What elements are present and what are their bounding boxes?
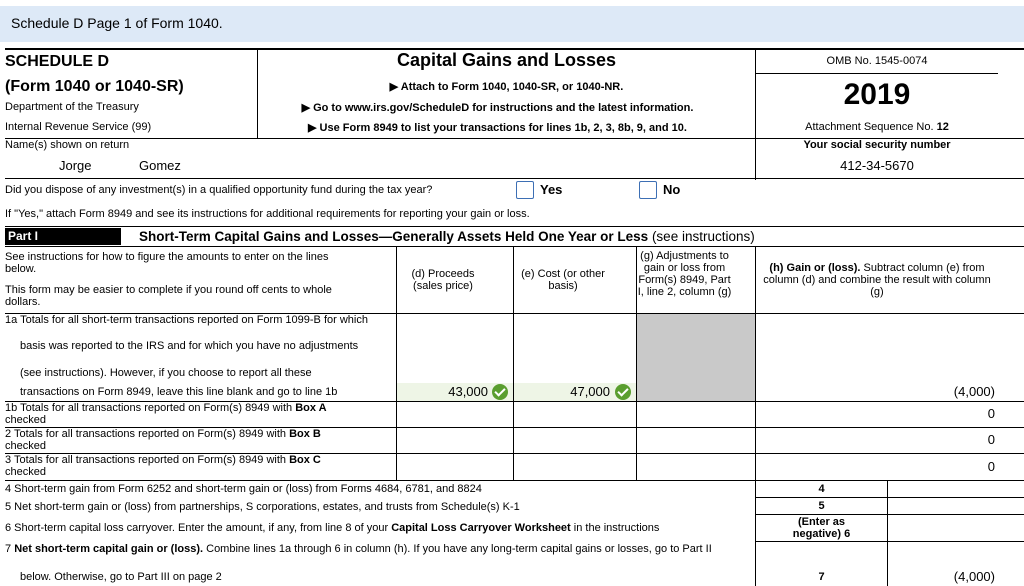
row-1a-cost[interactable]: 47,000: [570, 384, 610, 399]
intro-text-1: See instructions for how to figure the amounts to enter on the lines below.: [5, 251, 329, 275]
part1-top-rule: [5, 226, 1024, 227]
grid-col-d-left: [396, 246, 397, 481]
last-name-field[interactable]: Gomez: [139, 158, 181, 173]
attachment-sequence: [756, 121, 998, 133]
grid-col-e-left: [513, 246, 514, 481]
row-7-amount[interactable]: (4,000): [953, 569, 995, 584]
first-name-field[interactable]: Jorge: [59, 158, 92, 173]
instruction-line-2: ▶ Go to www.irs.gov/ScheduleD for instructions and the latest information.: [301, 102, 694, 114]
attachment-sequence-label: Attachment Sequence No.: [805, 121, 934, 133]
row-6-text: [5, 522, 659, 534]
qof-question: Did you dispose of any investment(s) in a qualified opportunity fund during the tax year?: [5, 184, 433, 196]
row-3-checked: checked: [5, 466, 46, 478]
row-2-gain-loss[interactable]: 0: [987, 432, 995, 447]
qof-rule: [5, 178, 1024, 179]
row-5-line-number: 5: [818, 500, 825, 512]
row-6-top-rule: [755, 514, 1024, 515]
row-2-label: 2 Totals for all transactions reported on Form(s) 8949 with: [5, 428, 290, 440]
instruction-line-3: ▶ Use Form 8949 to list your transactions for lines 1b, 2, 3, 8b, 9, and 10.: [308, 122, 687, 134]
row-4-amount-field[interactable]: [888, 482, 1024, 497]
column-h-header: [756, 262, 998, 298]
ssn-field[interactable]: 412-34-5670: [840, 158, 914, 173]
qof-note: If "Yes," attach Form 8949 and see its instructions for additional requirements for reporting your gain or loss.: [5, 208, 530, 220]
row-1a-g-shaded: [637, 314, 755, 401]
dept-label: Department of the Treasury: [5, 101, 139, 113]
row-1b-checked: checked: [5, 414, 46, 426]
title-bar: [0, 6, 1024, 42]
row-1b-box: Box A: [295, 402, 327, 414]
qof-no-checkbox[interactable]: [639, 181, 657, 199]
qof-yes-label: Yes: [540, 182, 563, 197]
row-1a-proceeds[interactable]: 43,000: [448, 384, 488, 399]
column-e-header: (e) Cost (or other basis): [521, 268, 605, 292]
row-4-line-number: 4: [818, 483, 825, 495]
row-2-checked: checked: [5, 440, 46, 452]
row-7-bold: Net short-term capital gain or (loss).: [14, 543, 204, 555]
form-label: (Form 1040 or 1040-SR): [5, 78, 184, 95]
row-5-top-rule: [755, 497, 1024, 498]
row-1a-gain-loss[interactable]: (4,000): [953, 384, 995, 399]
row-4-top-rule: [5, 480, 1024, 481]
omb-rule: [756, 73, 998, 74]
part1-title: [139, 229, 755, 244]
row-6-worksheet: Capital Loss Carryover Worksheet: [391, 522, 571, 534]
schedule-label: SCHEDULE D: [5, 53, 110, 70]
row-1a-text-4: transactions on Form 8949, leave this line blank and go to line 1b: [20, 386, 338, 398]
column-h-header-bold: (h) Gain or (loss).: [769, 262, 861, 274]
row-1a-cost-check-icon: [615, 384, 631, 400]
part1-badge: Part I: [5, 228, 121, 245]
row-3-gain-loss[interactable]: 0: [987, 459, 995, 474]
row-1a-text-3: (see instructions). However, if you choose to report all these: [20, 367, 312, 379]
row-6-label: 6 Short-term capital loss carryover. Enter the amount, if any, from line 8 of your: [5, 522, 392, 534]
row-6-line-number: [756, 516, 887, 540]
column-h-header-rest: Subtract column (e) from column (d) and combine the result with column (g): [763, 262, 991, 298]
omb-number: OMB No. 1545-0074: [826, 55, 928, 67]
row-6-amount-field[interactable]: [888, 516, 1024, 540]
row-2-box: Box B: [289, 428, 321, 440]
row-1b-text: [5, 402, 375, 414]
row-7-line-number: 7: [818, 571, 825, 583]
name-label: Name(s) shown on return: [5, 139, 130, 151]
row-5-text: 5 Net short-term gain or (loss) from partnerships, S corporations, estates, and trusts from Schedule(s) K-1: [5, 501, 520, 513]
form-title: Capital Gains and Losses: [396, 50, 617, 70]
row-4-text: 4 Short-term gain from Form 6252 and short-term gain or (loss) from Forms 4684, 6781, and 8824: [5, 483, 482, 495]
row-7-number: 7: [5, 543, 15, 555]
part1-title-main: Short-Term Capital Gains and Losses—Generally Assets Held One Year or Less: [139, 229, 649, 244]
tax-year: 2019: [843, 78, 911, 111]
row-3-box: Box C: [289, 454, 321, 466]
qof-yes-checkbox[interactable]: [516, 181, 534, 199]
qof-no-label: No: [663, 182, 681, 197]
row-7-text: [5, 543, 725, 555]
row-6-enter-as: (Enter as: [797, 516, 846, 528]
row-1b-gain-loss[interactable]: 0: [987, 406, 995, 421]
row-1b-label: 1b Totals for all transactions reported on Form(s) 8949 with: [5, 402, 296, 414]
instruction-line-1: ▶ Attach to Form 1040, 1040-SR, or 1040-NR.: [389, 81, 624, 93]
row-7-top-rule: [755, 541, 1024, 542]
row-1a-text-1: 1a Totals for all short-term transactions reported on Form 1099-B for which: [5, 314, 368, 326]
row-7-label: Combine lines 1a through 6 in column (h). If you have any long-term capital gains or losses, go to Part II: [203, 543, 712, 555]
column-d-header: (d) Proceeds (sales price): [411, 268, 475, 292]
ssn-label: Your social security number: [803, 139, 951, 151]
row-5-amount-field[interactable]: [888, 499, 1024, 514]
attachment-sequence-number: 12: [936, 121, 949, 133]
part1-title-suffix: (see instructions): [648, 229, 755, 244]
column-g-header: (g) Adjustments to gain or loss from Form(s) 8949, Part I, line 2, column (g): [637, 250, 732, 298]
intro-text-2: This form may be easier to complete if you round off cents to whole dollars.: [5, 284, 332, 308]
row-2-text: [5, 428, 375, 440]
part1-bottom-rule: [5, 246, 1024, 247]
title-bar-text: Schedule D Page 1 of Form 1040.: [11, 15, 223, 31]
row-6-label-end: in the instructions: [570, 522, 660, 534]
row-1a-proceeds-check-icon: [492, 384, 508, 400]
row-6-negative: negative) 6: [792, 528, 851, 540]
row-7-text-2: below. Otherwise, go to Part III on page 2: [20, 571, 222, 583]
row-3-label: 3 Totals for all transactions reported on Form(s) 8949 with: [5, 454, 290, 466]
row-3-text: [5, 454, 375, 466]
row-1a-text-2: basis was reported to the IRS and for which you have no adjustments: [20, 340, 359, 352]
irs-label: Internal Revenue Service (99): [5, 121, 152, 133]
